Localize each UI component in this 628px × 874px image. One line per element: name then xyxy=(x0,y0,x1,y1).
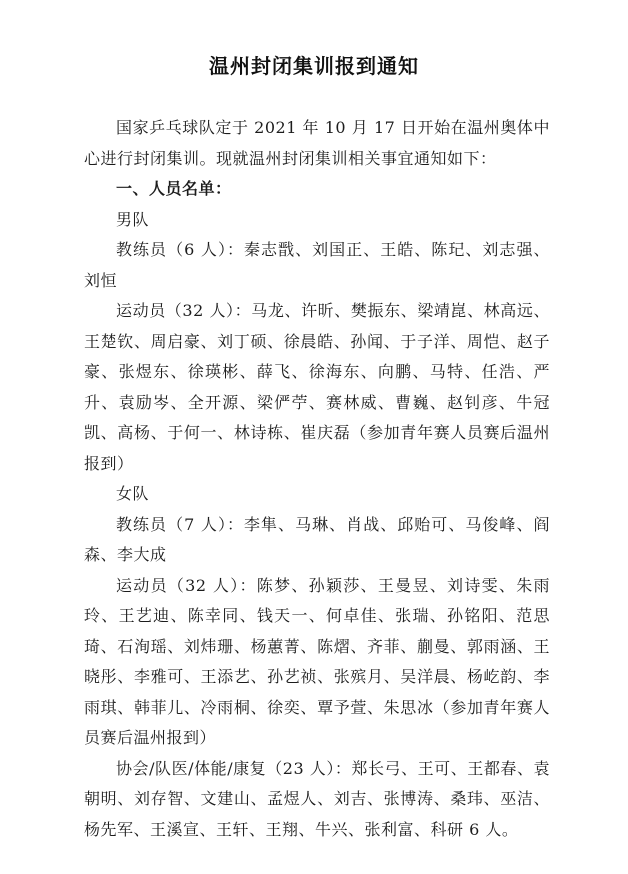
men-coaches-paragraph: 教练员（6 人）：秦志戬、刘国正、王皓、陈玘、刘志强、刘恒 xyxy=(84,240,550,290)
intro-paragraph: 国家乒乓球队定于 2021 年 10 月 17 日开始在温州奥体中心进行封闭集训。现就温州封闭集训相关事宜通知如下： xyxy=(84,118,550,168)
document-title: 温州封闭集训报到通知 xyxy=(209,54,419,78)
men-athletes-paragraph: 运动员（32 人）：马龙、许昕、樊振东、梁靖崑、林高远、王楚钦、周启豪、刘丁硕、徐晨皓、孙闻、于子洋、周恺、赵子豪、张煜东、徐瑛彬、薛飞、徐海东、向鹏、马特、任浩、严升、袁励岑、全开源、梁俨苧、赛林威、曹巍、赵钊彦、牛冠凯、高杨、于何一、林诗栋、崔庆磊（参加青年赛人员赛后温州报到） xyxy=(84,301,550,473)
staff-paragraph: 协会/队医/体能/康复（23 人）：郑长弓、王可、王都春、袁朝明、刘存智、文建山、孟煜人、刘吉、张博涛、桑玮、巫洁、杨先军、王溪宣、王轩、王翔、牛兴、张利富、科研 6 人。 xyxy=(84,758,550,839)
women-team-label: 女队 xyxy=(116,484,150,503)
women-athletes-paragraph: 运动员（32 人）：陈梦、孙颖莎、王曼昱、刘诗雯、朱雨玲、王艺迪、陈幸同、钱天一、何卓佳、张瑞、孙铭阳、范思琦、石洵瑶、刘炜珊、杨蕙菁、陈熠、齐菲、蒯曼、郭雨涵、王晓彤、李雅可、王添艺、孙艺祯、张殡月、吴洋晨、杨屹韵、李雨琪、韩菲儿、冷雨桐、徐奕、覃予萱、朱思冰（参加青年赛人员赛后温州报到） xyxy=(84,575,550,747)
section-heading-personnel: 一、人员名单： xyxy=(116,179,232,198)
women-coaches-paragraph: 教练员（7 人）：李隼、马琳、肖战、邱贻可、马俊峰、阎森、李大成 xyxy=(84,514,550,564)
men-team-label: 男队 xyxy=(116,209,150,229)
document-body xyxy=(84,113,550,845)
